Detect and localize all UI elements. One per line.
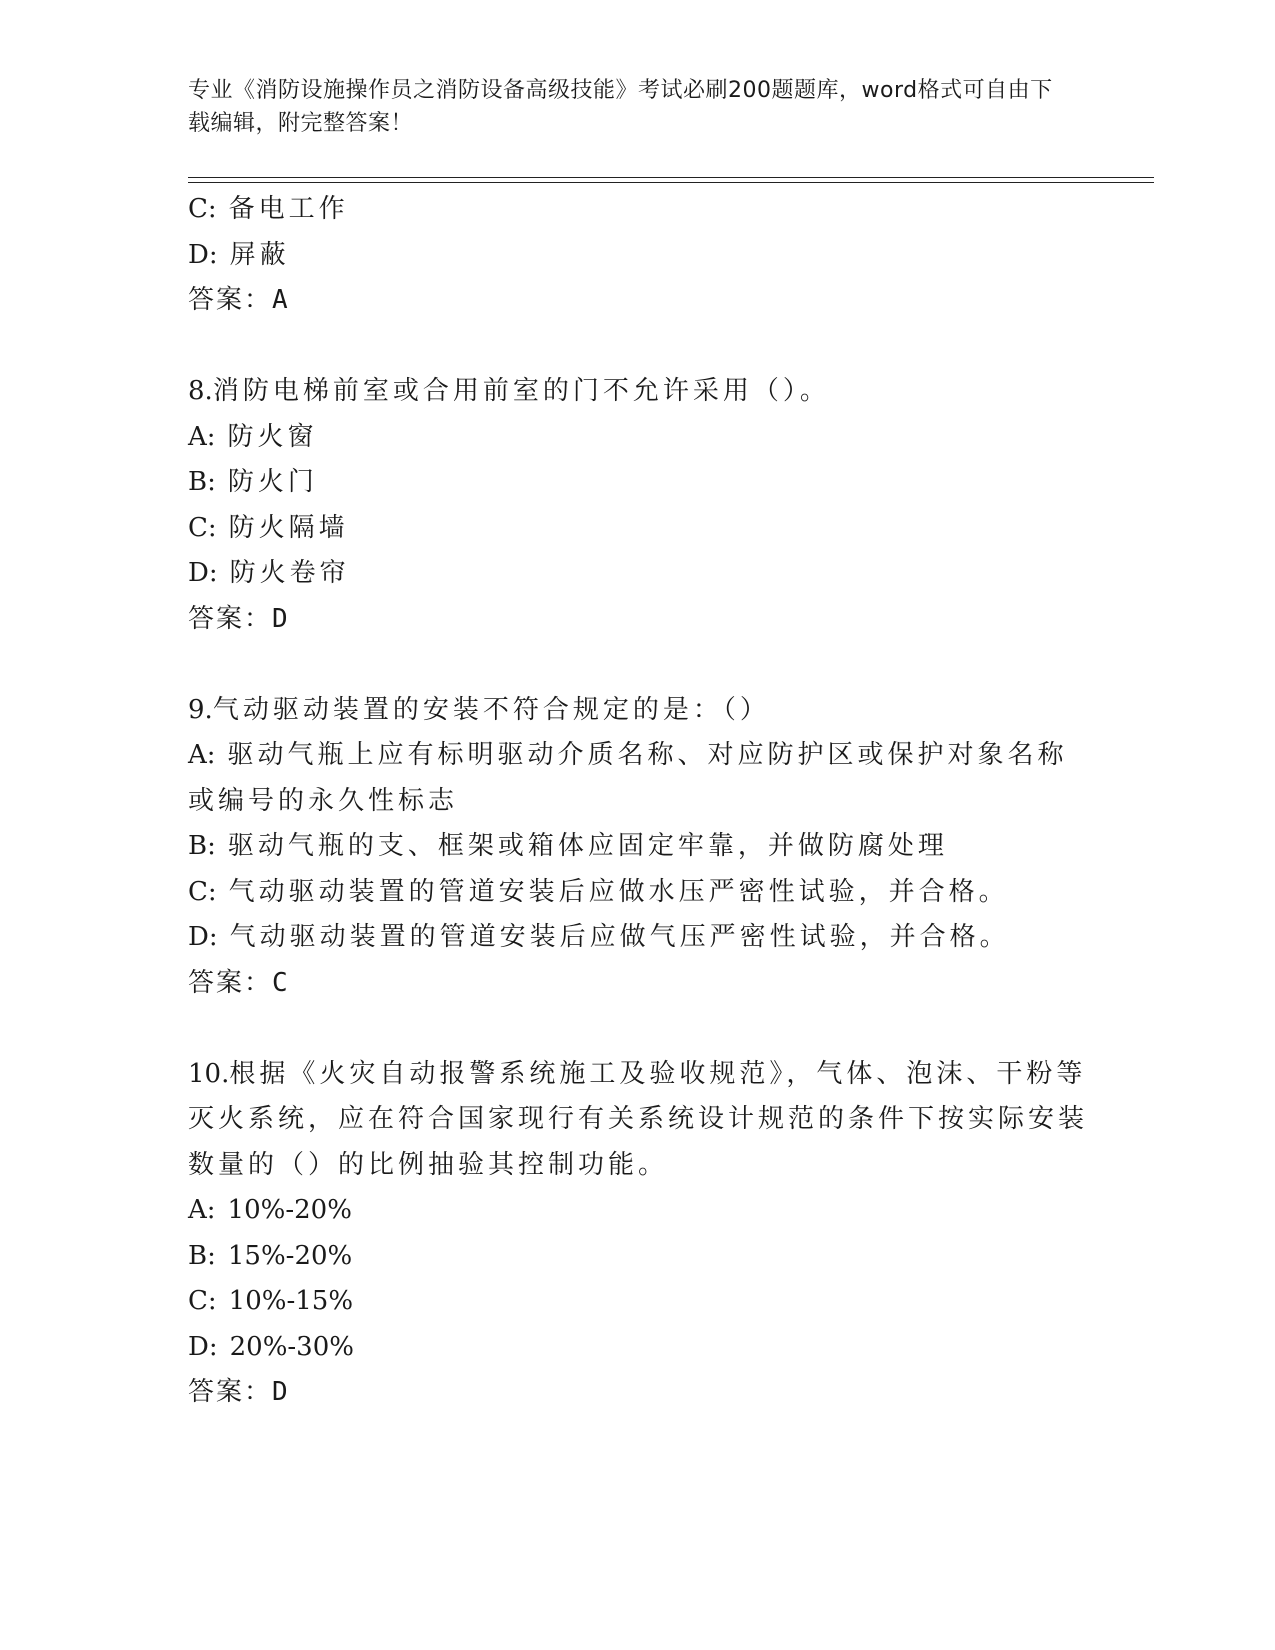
- option-c: C: 备电工作: [188, 194, 349, 224]
- question-text: 气动驱动装置的安装不符合规定的是：（）: [212, 694, 770, 725]
- question-number: 10.: [188, 1058, 230, 1089]
- document-header: [188, 74, 1068, 140]
- answer-label: 答案：: [188, 603, 273, 634]
- option-a: A: 10%-20%: [188, 1195, 352, 1225]
- question-9: [188, 688, 1088, 1007]
- answer-value: A: [272, 285, 288, 315]
- answer-value: C: [272, 967, 288, 998]
- answer-label: 答案：: [188, 1377, 273, 1407]
- question-stem: [188, 369, 1088, 415]
- answer-line: [188, 961, 1088, 1007]
- document-body: [188, 187, 1088, 1416]
- question-number: 9.: [188, 694, 213, 725]
- header-divider-top: [188, 177, 1154, 178]
- option-d: D: 屏蔽: [188, 239, 290, 270]
- question-stem: [188, 688, 1088, 734]
- answer-line: [188, 1370, 1088, 1416]
- question-7-continued: [188, 187, 1088, 324]
- answer-line: [188, 597, 1088, 643]
- header-title: 专业《消防设施操作员之消防设备高级技能》考试必刷200题题库，word格式可自由下载编辑，附完整答案！: [188, 78, 1053, 136]
- option-d: D: 气动驱动装置的管道安装后应做气压严密性试验，并合格。: [188, 922, 1010, 952]
- answer-line: [188, 278, 1088, 324]
- answer-value: D: [272, 1377, 288, 1407]
- option-b: B: 驱动气瓶的支、框架或箱体应固定牢靠，并做防腐处理: [188, 831, 948, 861]
- question-text: 消防电梯前室或合用前室的门不允许采用（）。: [212, 376, 830, 406]
- option-d: D: 20%-30%: [188, 1331, 354, 1362]
- question-stem: [188, 1052, 1088, 1189]
- header-divider-bottom: [188, 182, 1154, 183]
- option-d: D: 防火卷帘: [188, 558, 350, 588]
- option-a: A: 防火窗: [188, 421, 318, 452]
- question-10: [188, 1052, 1088, 1416]
- answer-value: D: [272, 603, 288, 634]
- answer-label: 答案：: [188, 285, 273, 315]
- option-c: C: 10%-15%: [188, 1286, 354, 1316]
- option-a: A: 驱动气瓶上应有标明驱动介质名称、对应防护区或保护对象名称或编号的永久性标志: [188, 740, 1068, 816]
- option-c: C: 防火隔墙: [188, 512, 349, 543]
- question-number: 8.: [188, 376, 213, 406]
- question-8: [188, 369, 1088, 642]
- option-b: B: 15%-20%: [188, 1240, 353, 1271]
- answer-label: 答案：: [188, 967, 273, 998]
- option-c: C: 气动驱动装置的管道安装后应做水压严密性试验，并合格。: [188, 876, 1009, 907]
- question-text: 根据《火灾自动报警系统施工及验收规范》，气体、泡沫、干粉等灭火系统，应在符合国家现行有关系统设计规范的条件下按实际安装数量的（）的比例抽验其控制功能。: [188, 1058, 1089, 1180]
- option-b: B: 防火门: [188, 467, 318, 497]
